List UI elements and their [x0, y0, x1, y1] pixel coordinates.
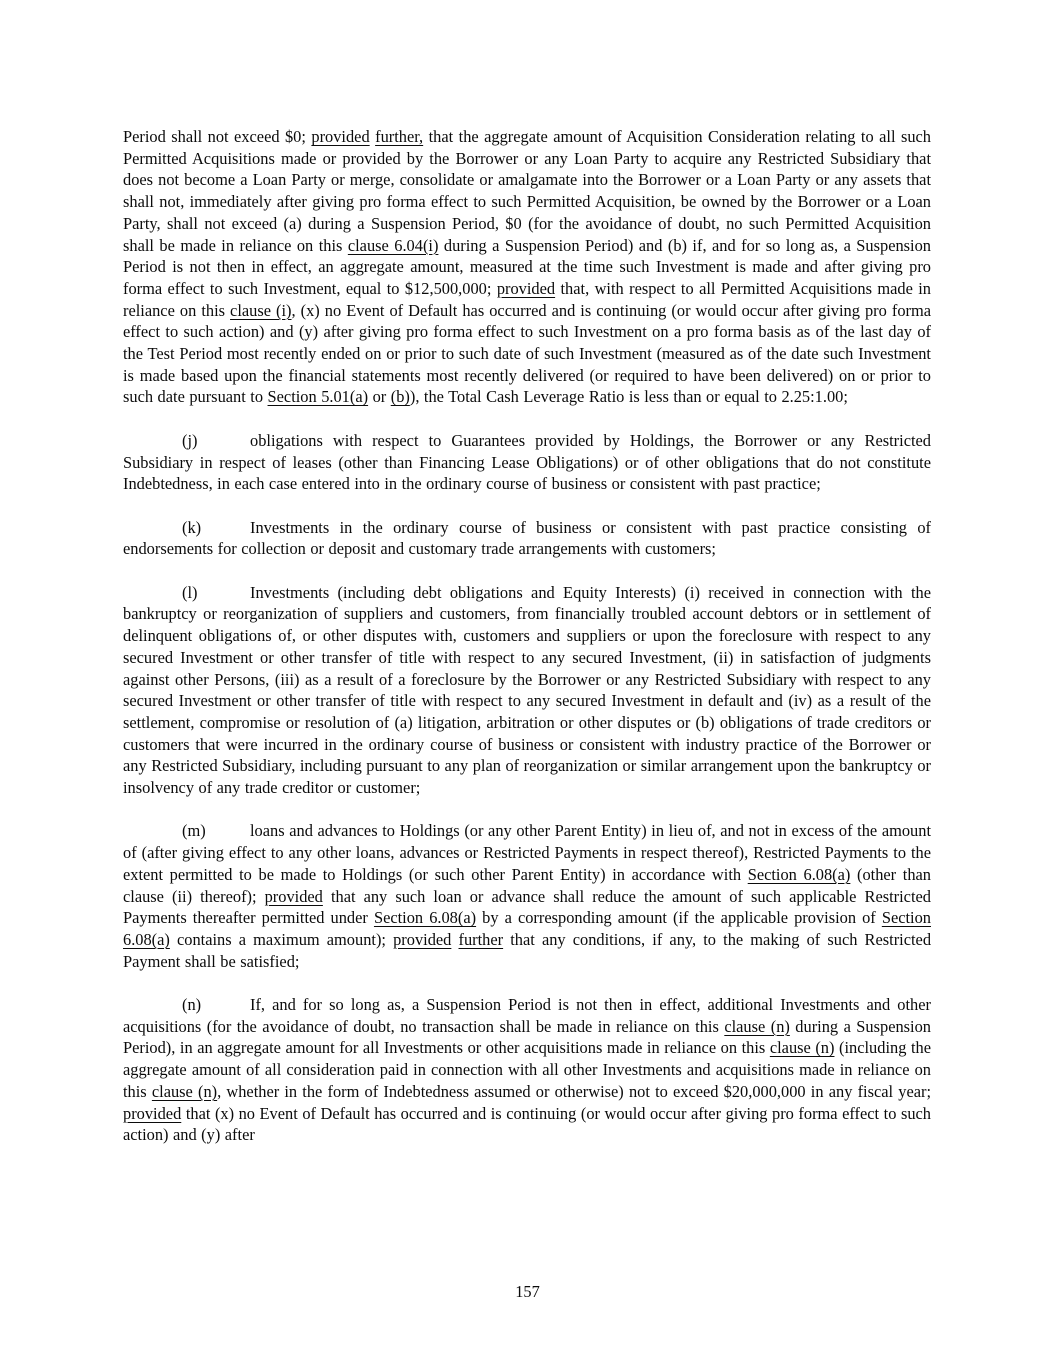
text-segment: or: [368, 387, 391, 407]
underlined-term: provided: [311, 127, 370, 146]
text-segment: contains a maximum amount);: [169, 929, 394, 949]
text-segment: [451, 930, 458, 949]
text-segment: that any conditions, if any, to the making of such Restricted Payment shall be satisfied;: [123, 929, 932, 971]
text-segment: (other than clause (ii) thereof);: [123, 864, 931, 906]
paragraph-label: (j): [182, 430, 198, 450]
underlined-term: Section 6.08(a): [123, 908, 931, 949]
paragraph: [123, 994, 931, 1146]
text-segment: during a Suspension Period) and (b) if, and for so long as, a Suspension Period is not then in effect, an aggregate amount, measured at the time such Investment is made and after giving pro forma effect to such Investment, equal to $12,500,000;: [123, 235, 931, 298]
text-segment: by a corresponding amount (if the applicable provision of: [476, 908, 882, 928]
paragraph: [123, 582, 931, 799]
underlined-term: clause (n): [151, 1081, 218, 1101]
underlined-term: provided: [496, 278, 556, 298]
text-segment: (including the aggregate amount of all consideration paid in connection with all other Investments and acquisitions made in reliance on this: [123, 1038, 931, 1101]
paragraph: [123, 820, 931, 972]
underlined-term: (b): [390, 387, 410, 407]
underlined-term: Section 5.01(a): [267, 387, 369, 407]
underlined-term: clause (i): [230, 300, 292, 320]
underlined-term: clause (n): [769, 1038, 835, 1058]
underlined-term: Section 6.08(a): [373, 908, 477, 928]
text-segment: If, and for so long as, a Suspension Period is not then in effect, additional Investments and other acquisitions (for the avoidance of doubt, no transaction shall be made in reliance on this: [123, 995, 931, 1036]
page-number: 157: [515, 1282, 540, 1301]
paragraph-label: (n): [182, 995, 202, 1015]
text-segment: , (x) no Event of Default has occurred and is continuing (or would occur after giving pro forma effect to such action) and (y) after giving pro forma effect to such Investment on a pro forma basis as of the last day of the Test Period most recently ended on or prior to such date of such Investment (measured as of the date such Investment is made based upon the financial statements most recently delivered (or required to have been delivered) on or prior to such date pursuant to: [123, 300, 932, 407]
text-segment: during a Suspension Period), in an aggregate amount for all Investments or other acquisitions made in reliance on this: [123, 1016, 931, 1058]
text-segment: loans and advances to Holdings (or any other Parent Entity) in lieu of, and not in excess of the amount of (after giving effect to any other loans, advances or Restricted Payments in respect thereof), Restricted Payments to the extent permitted to be made to Holdings (or such other Parent Entity) in accordance with: [123, 821, 931, 884]
underlined-term: clause (n): [724, 1016, 790, 1036]
paragraph: [123, 126, 931, 408]
text-segment: that the aggregate amount of Acquisition Consideration relating to all such Permitted Acquisitions made or provided by the Borrower or any Loan Party to acquire any Restricted Subsidiary that does not become a Loan Party or merge, consolidate or amalgamate into the Borrower or a Loan Party or any assets that shall not, immediately after giving pro forma effect to such Permitted Acquisition, be owned by the Borrower or a Loan Party, shall not exceed (a) during a Suspension Period, $0 (for the avoidance of doubt, no such Permitted Acquisition shall be made in reliance on this: [123, 127, 931, 255]
text-segment: that, with respect to all Permitted Acquisitions made in reliance on this: [123, 278, 931, 320]
document-body: [123, 126, 931, 1168]
underlined-term: Section 6.08(a): [747, 864, 851, 884]
paragraph-label: (m): [182, 821, 206, 841]
paragraph: [123, 517, 931, 560]
underlined-term: provided: [264, 886, 323, 906]
text-segment: Period shall not exceed $0;: [123, 127, 312, 146]
paragraph-label: (k): [182, 517, 202, 537]
underlined-term: clause 6.04(i): [347, 235, 439, 255]
paragraph: [123, 430, 931, 495]
text-segment: Investments in the ordinary course of business or consistent with past practice consisting of endorsements for collection or deposit and customary trade arrangements with customers;: [123, 517, 931, 559]
text-segment: that (x) no Event of Default has occurred and is continuing (or would occur after giving pro forma effect to such action) and (y) after: [123, 1103, 931, 1145]
text-segment: that any such loan or advance shall reduce the amount of such applicable Restricted Payments thereafter permitted under: [123, 886, 931, 928]
underlined-term: provided: [393, 929, 452, 949]
text-segment: , whether in the form of Indebtedness assumed or otherwise) not to exceed $20,000,000 in any fiscal year;: [217, 1081, 932, 1101]
text-segment: ), the Total Cash Leverage Ratio is less than or equal to 2.25:1.00;: [409, 387, 848, 407]
paragraph-label: (l): [182, 582, 198, 602]
underlined-term: provided: [123, 1103, 182, 1123]
text-segment: Investments (including debt obligations and Equity Interests) (i) received in connection with the bankruptcy or reorganization of suppliers and customers, from financially troubled account debtors or in settlement of delinquent obligations of, or other disputes with, customers and suppliers or upon the foreclosure with respect to any secured Investment or other transfer of title with respect to any secured Investment, (ii) in satisfaction of judgments against other Persons, (iii) as a result of a foreclosure by the Borrower or any Restricted Subsidiary with respect to any secured Investment or other transfer of title with respect to any secured Investment in default and (iv) as a result of the settlement, compromise or resolution of (a) litigation, arbitration or other disputes or (b) obligations of trade creditors or customers that were incurred in the ordinary course of business or consistent with industry practice of the Borrower or any Restricted Subsidiary, including pursuant to any plan of reorganization or similar arrangement upon the bankruptcy or insolvency of any trade creditor or customer;: [123, 582, 931, 798]
underlined-term: further: [458, 929, 504, 949]
underlined-term: further,: [375, 127, 424, 146]
text-segment: obligations with respect to Guarantees provided by Holdings, the Borrower or any Restricted Subsidiary in respect of leases (other than Financing Lease Obligations) or of other obligations that do not constitute Indebtedness, in each case entered into in the ordinary course of business or consistent with past practice;: [123, 430, 931, 494]
